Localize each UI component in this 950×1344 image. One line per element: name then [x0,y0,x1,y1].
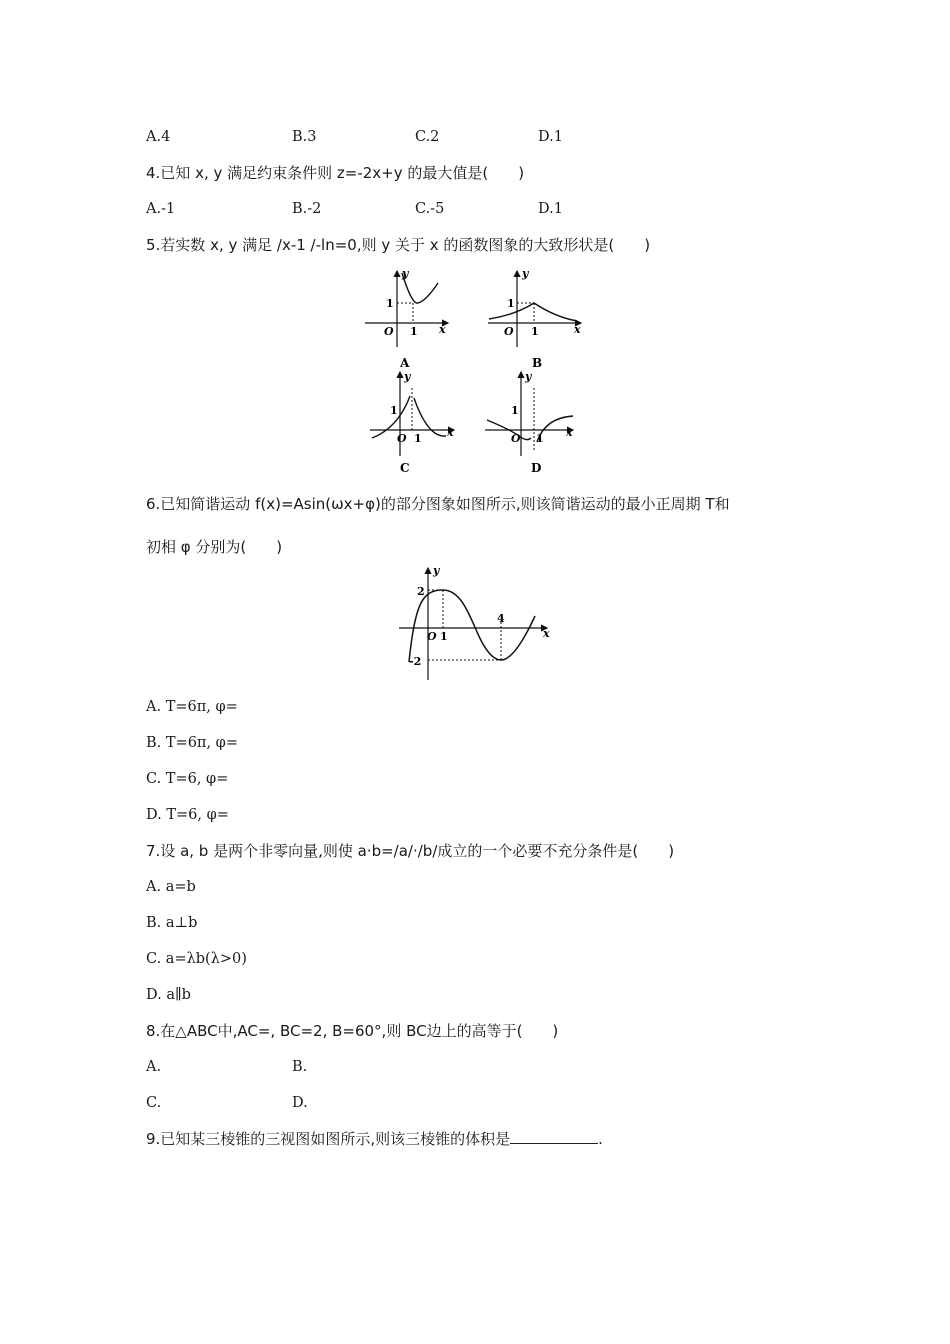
q5-label-c: C [400,461,410,475]
q7-option-a: A. a=b [146,879,196,895]
q5b-tick-y1: 1 [507,297,515,310]
q5c-origin: O [397,432,407,445]
q5d-tick-x1: 1 [536,432,544,445]
q8-option-c: C. [146,1095,162,1111]
q8-text: 8.在△ABC中,AC=, BC=2, B=60°,则 BC边上的高等于( ) [146,1022,559,1040]
q7-option-d: D. a∥b [146,987,191,1003]
q5-label-b: B [532,356,543,370]
q4-text: 4.已知 x, y 满足约束条件则 z=-2x+y 的最大值是( ) [146,164,525,182]
q5c-tick-y1: 1 [390,404,398,417]
q5-graph-d [483,368,583,476]
q6-x-tick-1: 1 [440,630,448,643]
q3-option-d: D.1 [538,129,563,145]
q8-option-b: B. [292,1059,308,1075]
q4-option-c: C.-5 [415,201,445,217]
q5d-axis-y: y [525,370,532,383]
q3-option-c: C.2 [415,129,440,145]
q7-text: 7.设 a, b 是两个非零向量,则使 a·b=/a/·/b/成立的一个必要不充分条件是( ) [146,842,675,860]
q6-y-max-label: 2 [417,585,425,598]
q5d-origin: O [511,432,521,445]
q6-axis-x: x [543,627,550,640]
q5b-tick-x1: 1 [531,325,539,338]
q4-option-a: A.-1 [146,201,176,217]
q4-option-b: B.-2 [292,201,322,217]
q5-label-a: A [400,356,410,370]
q5d-axis-x: x [566,426,573,439]
q5c-tick-x1: 1 [414,432,422,445]
q5b-origin: O [504,325,514,338]
q3-option-a: A.4 [146,129,171,145]
q7-option-c: C. a=λb(λ>0) [146,951,247,967]
q6-sine-graph [395,562,560,684]
q5c-axis-x: x [447,426,454,439]
q6-option-c: C. T=6, φ= [146,771,229,787]
q8-option-d: D. [292,1095,308,1111]
q5-graph-b [485,265,595,370]
q6-option-d: D. T=6, φ= [146,807,229,823]
q5a-tick-x1: 1 [410,325,418,338]
q6-text-line2: 初相 φ 分别为( ) [146,538,283,556]
q5c-axis-y: y [404,370,411,383]
q4-option-d: D.1 [538,201,563,217]
q5-label-d: D [531,461,542,475]
q6-x-tick-4: 4 [497,612,505,625]
q6-option-b: B. T=6π, φ= [146,735,238,751]
q5a-axis-y: y [402,267,409,280]
q6-option-a: A. T=6π, φ= [146,699,238,715]
q6-axis-y: y [433,564,440,577]
q9-text: 9.已知某三棱锥的三视图如图所示,则该三棱锥的体积是 [146,1130,511,1148]
q5b-axis-x: x [574,323,581,336]
q5-graph-c [368,368,463,476]
q6-y-min-label: -2 [409,655,422,668]
q5-text: 5.若实数 x, y 满足 /x-1 /-ln=0,则 y 关于 x 的函数图象的大致形状是( ) [146,236,651,254]
q3-option-b: B.3 [292,129,317,145]
q7-option-b: B. a⊥b [146,915,198,931]
q6-text-line1: 6.已知简谐运动 f(x)=Asin(ωx+φ)的部分图象如图所示,则该简谐运动的最小正周期 T和 [146,495,730,513]
q5d-tick-y1: 1 [511,404,519,417]
q9-end: . [598,1130,603,1148]
q5a-origin: O [384,325,394,338]
q5b-axis-y: y [522,267,529,280]
q9-line [146,1129,603,1149]
q9-answer-blank[interactable] [510,1129,598,1144]
q6-origin: O [427,630,437,643]
q5a-tick-y1: 1 [386,297,394,310]
q5-graph-a [360,265,460,370]
q5a-axis-x: x [439,323,446,336]
q8-option-a: A. [146,1059,162,1075]
